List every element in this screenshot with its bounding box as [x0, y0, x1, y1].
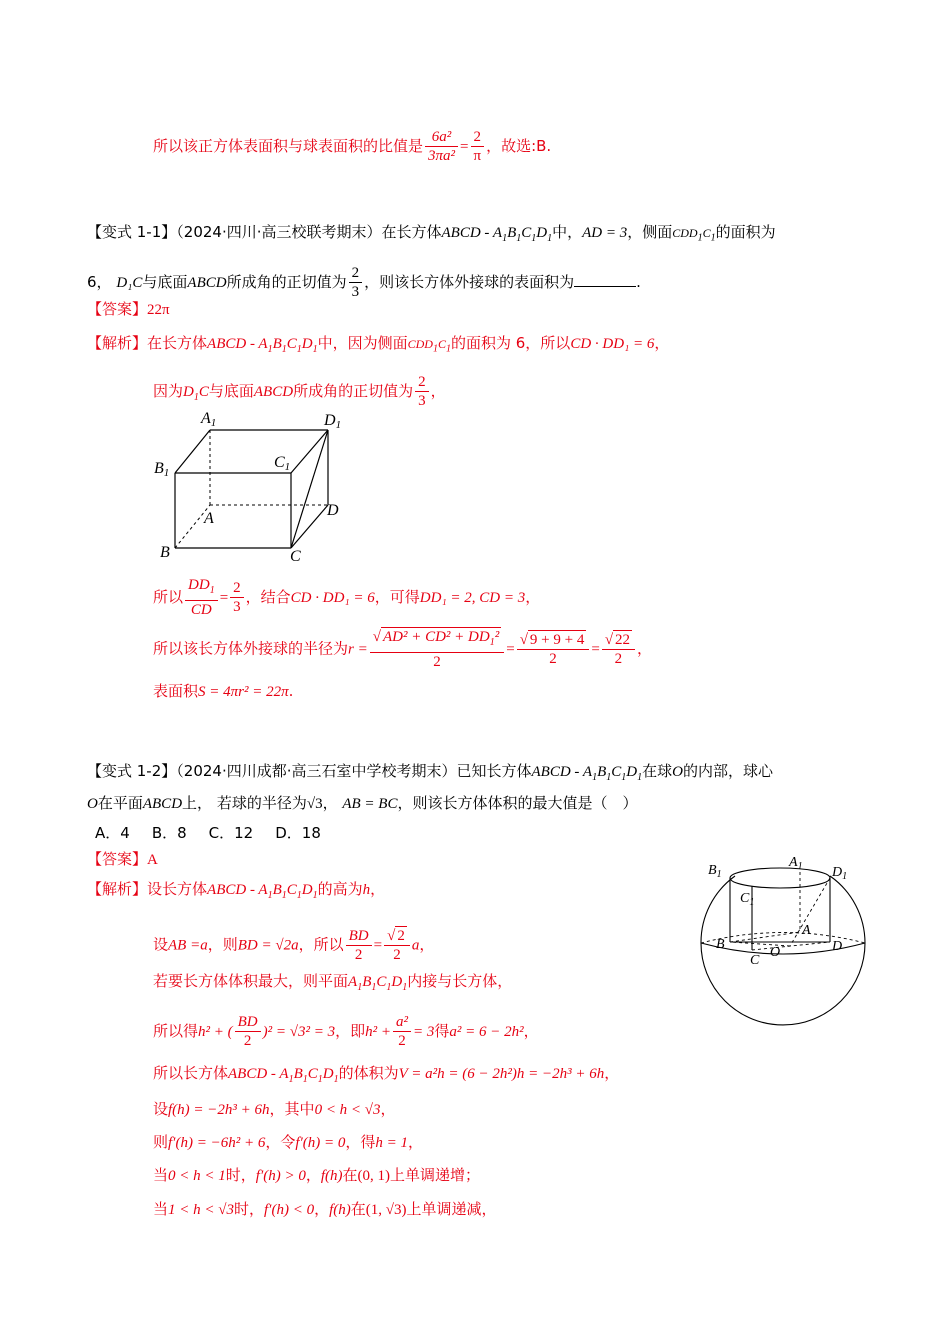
a11-2c: 所成角的正切值为: [293, 382, 414, 400]
label-c1: C1: [274, 454, 291, 473]
analysis-1-2-line2: 设AB =a，则BD = √2a，所以 $\frac{BD}{2}$ = $\frac{√ 2}{2}$ a，: [153, 927, 435, 963]
p11-angle: 所成角的正切值为: [226, 273, 347, 291]
a12-2d: ，: [419, 935, 435, 954]
problem-1-1-source: （2024·四川·高三校联考期末）在长方体: [176, 223, 442, 241]
a12-6b: f(h) = −2h³ + 6h: [168, 1102, 270, 1118]
a12-4: 所以得: [153, 1022, 199, 1040]
p11-base: 与底面: [142, 273, 188, 291]
a12-8i: 上单调递增；: [390, 1166, 481, 1184]
frac1-num: 6a²: [425, 128, 458, 147]
analysis-label: 【解析】: [87, 880, 148, 898]
frac2-num: 2: [471, 128, 485, 147]
analysis-1-2-line1: [87, 878, 385, 907]
problem-1-2-heading: 【变式 1-2】: [87, 762, 177, 780]
sphere-label-c1: $C_1$: [740, 891, 755, 908]
ratio-conclusion: [153, 128, 551, 165]
frac2-den: π: [473, 148, 482, 164]
a11-1e: ，: [654, 334, 670, 352]
sphere-figure: [690, 850, 870, 1030]
p12-radius: 若球的半径为: [216, 794, 307, 812]
label-d1: D1: [324, 412, 342, 431]
bd-half: $\frac{BD}{2}$: [346, 927, 372, 964]
a11-s1d: ，可得: [374, 588, 420, 606]
sphere-label-c: C: [750, 953, 760, 968]
a12-9e: ，: [314, 1200, 330, 1218]
a12-8c: 时，: [225, 1166, 256, 1184]
a12-a: a: [200, 937, 208, 954]
a11-s2: 所以该长方体外接球的半径为: [153, 639, 349, 658]
label-a: A: [204, 510, 214, 527]
radius-fraction-2: $\frac{√ 9 + 9 + 4}{2}$: [517, 630, 590, 668]
a12-5b: 的体积为: [338, 1064, 399, 1082]
analysis-1-2-line7: [153, 1131, 423, 1154]
a12-3b: 内接与长方体，: [407, 972, 513, 990]
a12-8d: f′(h) > 0: [255, 1168, 306, 1184]
problem-1-2-line2: O在平面ABCD上， 若球的半径为√3， AB = BC，则该长方体体积的最大值是（ ）: [87, 794, 638, 812]
a11-s1: 所以: [153, 588, 184, 606]
p12-o: O: [672, 764, 683, 780]
abcd: ABCD: [253, 384, 294, 400]
a12-6c: ，其中: [269, 1100, 315, 1118]
a12-5d: ，: [604, 1064, 620, 1082]
a11-2d: ，: [430, 382, 446, 400]
tan-fraction: $\frac{2}{3}$: [349, 264, 363, 301]
analysis-1-1-line4: 所以该长方体外接球的半径为r = $\frac{√ AD^2 + CD^2 + DD_1^2}{2}$ = $\frac{√ 9 + 9 + 4}{2}$ = $\frac{√ 22}{2}$ ，: [153, 629, 653, 670]
analysis-1-2-line8: [153, 1164, 480, 1187]
a12-ab: AB =: [168, 937, 201, 954]
answer-blank: [574, 272, 636, 287]
radius-fraction-1: $\frac{√ AD^2 + CD^2 + DD_1^2}{2}$: [370, 627, 504, 671]
p12-radius-v: √3: [306, 796, 323, 812]
a12-8h: (0, 1): [357, 1168, 391, 1184]
option-b[interactable]: B．8: [151, 824, 187, 842]
a11-1b: 中，因为侧面: [317, 334, 408, 352]
a12-8g: 在: [342, 1166, 358, 1184]
p12-inside: 在球: [642, 762, 673, 780]
a12-5: 所以长方体: [153, 1064, 229, 1082]
p11-ask: ，则该长方体外接球的表面积为: [364, 273, 575, 291]
p12-plane: 在平面: [97, 794, 143, 812]
p11-area: 的面积为: [715, 223, 776, 241]
sphere-label-a: A: [802, 923, 811, 938]
a12-7g: ，: [408, 1133, 424, 1151]
label-d: D: [327, 502, 339, 519]
a12-9c: 时，: [234, 1200, 265, 1218]
a12-4d: a² = 6 − 2h²: [449, 1024, 524, 1040]
answer-value: A: [147, 852, 158, 868]
a12-2b: ，则: [207, 935, 238, 954]
a11-1c: 的面积为 6，所以: [451, 334, 571, 352]
a12-1b: 的高为: [317, 880, 363, 898]
p12-inside2: 的内部，球心: [682, 762, 773, 780]
cuboid-name: ABCD - $A_1B_1C_1D_1$: [207, 336, 318, 355]
face-cdd1c1: $CDD_1C_1$: [407, 337, 451, 355]
analysis-1-2-line9: [153, 1198, 497, 1221]
problem-1-1-line1: [87, 221, 776, 250]
p11-six: 6，: [87, 273, 112, 291]
a12-9b: 1 < h < √3: [168, 1202, 234, 1218]
analysis-1-1-line3: 所以 $\frac{DD_1}{CD}$ = $\frac{2}{3}$ ，结合CD · DD₁ = 6，可得DD₁ = 2, CD = 3，: [153, 577, 541, 618]
a12-7f: h = 1: [375, 1135, 409, 1151]
a12-6: 设: [153, 1100, 169, 1118]
problem-1-1-line2: [87, 264, 641, 301]
p12-plane2: 上，: [182, 794, 213, 812]
a2-half: $\frac{\text{a²}}{2}$: [393, 1013, 411, 1050]
problem-1-2-answer: [87, 848, 158, 871]
a11-s3b: S = 4πr² = 22π: [198, 684, 289, 700]
answer-value: 22π: [147, 302, 170, 318]
radius-fraction-3: $\frac{√ 22}{2}$: [602, 630, 635, 668]
sphere-label-o: O: [770, 945, 781, 960]
p12-ask: ，则该长方体体积的最大值是（ ）: [397, 794, 638, 812]
option-c[interactable]: C．12: [208, 824, 254, 842]
a11-s1f: ，: [525, 588, 541, 606]
a12-8: 当: [153, 1166, 169, 1184]
a12-7d: f′(h) = 0: [295, 1135, 346, 1151]
a12-9f: f(h): [329, 1202, 351, 1218]
analysis-1-1-line1: [87, 332, 669, 361]
problem-1-2-line1: [87, 760, 773, 789]
answer-label: 【答案】: [87, 300, 148, 318]
ratio-tail: ，故选:B.: [486, 137, 552, 155]
a12-6e: ，: [380, 1100, 396, 1118]
analysis-1-2-line3: 若要长方体体积最大，则平面$A_1B_1C_1D_1$内接与长方体，: [153, 972, 513, 993]
a12-7c: ，令: [265, 1133, 296, 1151]
a11-s3c: .: [288, 682, 294, 700]
ratio-lead: 所以该正方体表面积与球表面积的比值是: [153, 137, 424, 155]
analysis-1-2-line5: 所以长方体ABCD - $A_1B_1C_1D_1$的体积为V = a²h = (6 − 2h²)h = −2h³ + 6h，: [153, 1064, 620, 1085]
a12-4e: ，: [523, 1022, 539, 1040]
problem-1-1-answer: [87, 298, 170, 321]
p11-side: ，侧面: [627, 223, 673, 241]
a12-9g: 在: [350, 1200, 366, 1218]
radius-r: r =: [348, 641, 368, 658]
d1c: $D_1C$: [183, 384, 209, 403]
a12-1c: h: [362, 882, 371, 898]
problem-1-2-options: [95, 822, 321, 844]
bd-half-2: $\frac{BD}{2}$: [235, 1013, 261, 1050]
a11-s1e: DD₁ = 2, CD = 3: [419, 590, 526, 606]
tan-fraction: $\frac{2}{3}$: [415, 373, 429, 410]
a12-6d: 0 < h < √3: [314, 1102, 381, 1118]
option-d[interactable]: D．18: [275, 824, 321, 842]
a11-2b: 与底面: [208, 382, 254, 400]
a11-1d: CD · DD₁ = 6: [570, 336, 655, 352]
a12-2c: ，所以: [298, 935, 344, 954]
ratio-fraction-2: [471, 128, 485, 165]
cuboid-figure: [150, 405, 350, 565]
a12-7e: ，得: [345, 1133, 376, 1151]
answer-label: 【答案】: [87, 850, 148, 868]
p11-abcd: ABCD: [187, 275, 227, 291]
a12-2: 设: [153, 935, 169, 954]
sphere-label-d: D: [832, 939, 843, 954]
two-thirds: $\frac{2}{3}$: [230, 579, 244, 616]
analysis-label: 【解析】: [87, 334, 148, 352]
ratio-fraction-1: [425, 128, 458, 165]
problem-1-1-heading: 【变式 1-1】: [87, 223, 177, 241]
ratio-eq: =: [460, 139, 469, 155]
a12-4c: 得: [434, 1022, 450, 1040]
a12-7: 则: [153, 1133, 169, 1151]
a11-s3: 表面积: [153, 682, 199, 700]
a11-s1b: ，结合: [245, 588, 291, 606]
analysis-1-2-line4: 所以得h² + ( $\frac{BD}{2}$ )² = √3² = 3，即h² + $\frac{\text{a²}}{2}$ = 3得a² = 6 − 2h²，: [153, 1014, 539, 1049]
a12-3: 若要长方体体积最大，则平面: [153, 972, 349, 990]
a12-4b: ，即: [335, 1022, 366, 1040]
p11-period: .: [636, 273, 641, 291]
label-c: C: [290, 548, 301, 565]
a12-8b: 0 < h < 1: [168, 1168, 226, 1184]
a12-1: 设长方体: [147, 880, 208, 898]
a12-bd: BD = √2a: [237, 937, 299, 954]
a12-8f: f(h): [320, 1168, 343, 1184]
problem-1-2-source: （2024·四川成都·高三石室中学校考期末）已知长方体: [176, 762, 532, 780]
cuboid-name: ABCD - $A_1B_1C_1D_1$: [207, 882, 318, 901]
a11-1: 在长方体: [147, 334, 208, 352]
a12-9: 当: [153, 1200, 169, 1218]
p12-ab: AB = BC: [342, 796, 398, 812]
a12-8e: ，: [305, 1166, 321, 1184]
root2-half: $\frac{√ 2}{2}$: [384, 926, 410, 964]
label-b1: B1: [154, 460, 170, 479]
analysis-1-1-line5: [153, 680, 293, 703]
p11-ad: AD = 3: [582, 225, 628, 241]
a11-s1c: CD · DD₁ = 6: [290, 590, 375, 606]
sphere-label-d1: $D_1$: [832, 865, 848, 882]
a11-2: 因为: [153, 382, 184, 400]
cuboid-name: ABCD - $A_1B_1C_1D_1$: [441, 225, 553, 244]
dd1-cd-fraction: $\frac{DD_1}{CD}$: [185, 576, 218, 619]
a12-5c: V = a²h = (6 − 2h²)h = −2h³ + 6h: [398, 1066, 605, 1082]
label-a1: A1: [201, 410, 217, 429]
frac1-den: 3πa²: [428, 148, 456, 164]
sphere-label-b1: $B_1$: [708, 863, 722, 880]
a12-9d: f′(h) < 0: [264, 1202, 315, 1218]
p11-zh: 中，: [552, 223, 583, 241]
option-a[interactable]: A．4: [95, 824, 130, 842]
face-cdd1c1: $CDD_1C_1$: [672, 226, 716, 244]
p11-d1c: D₁C: [116, 275, 143, 291]
label-b: B: [160, 544, 170, 561]
a12-1d: ，: [370, 880, 386, 898]
sphere-label-a1: $A_1$: [789, 855, 803, 872]
a12-9h: (1, √3): [365, 1202, 407, 1218]
a12-7b: f′(h) = −6h² + 6: [168, 1135, 266, 1151]
cuboid-name: ABCD - $A_1B_1C_1D_1$: [531, 764, 643, 783]
sphere-label-b: B: [716, 937, 725, 952]
a12-9i: 上单调递减，: [406, 1200, 497, 1218]
analysis-1-2-line6: [153, 1098, 396, 1121]
